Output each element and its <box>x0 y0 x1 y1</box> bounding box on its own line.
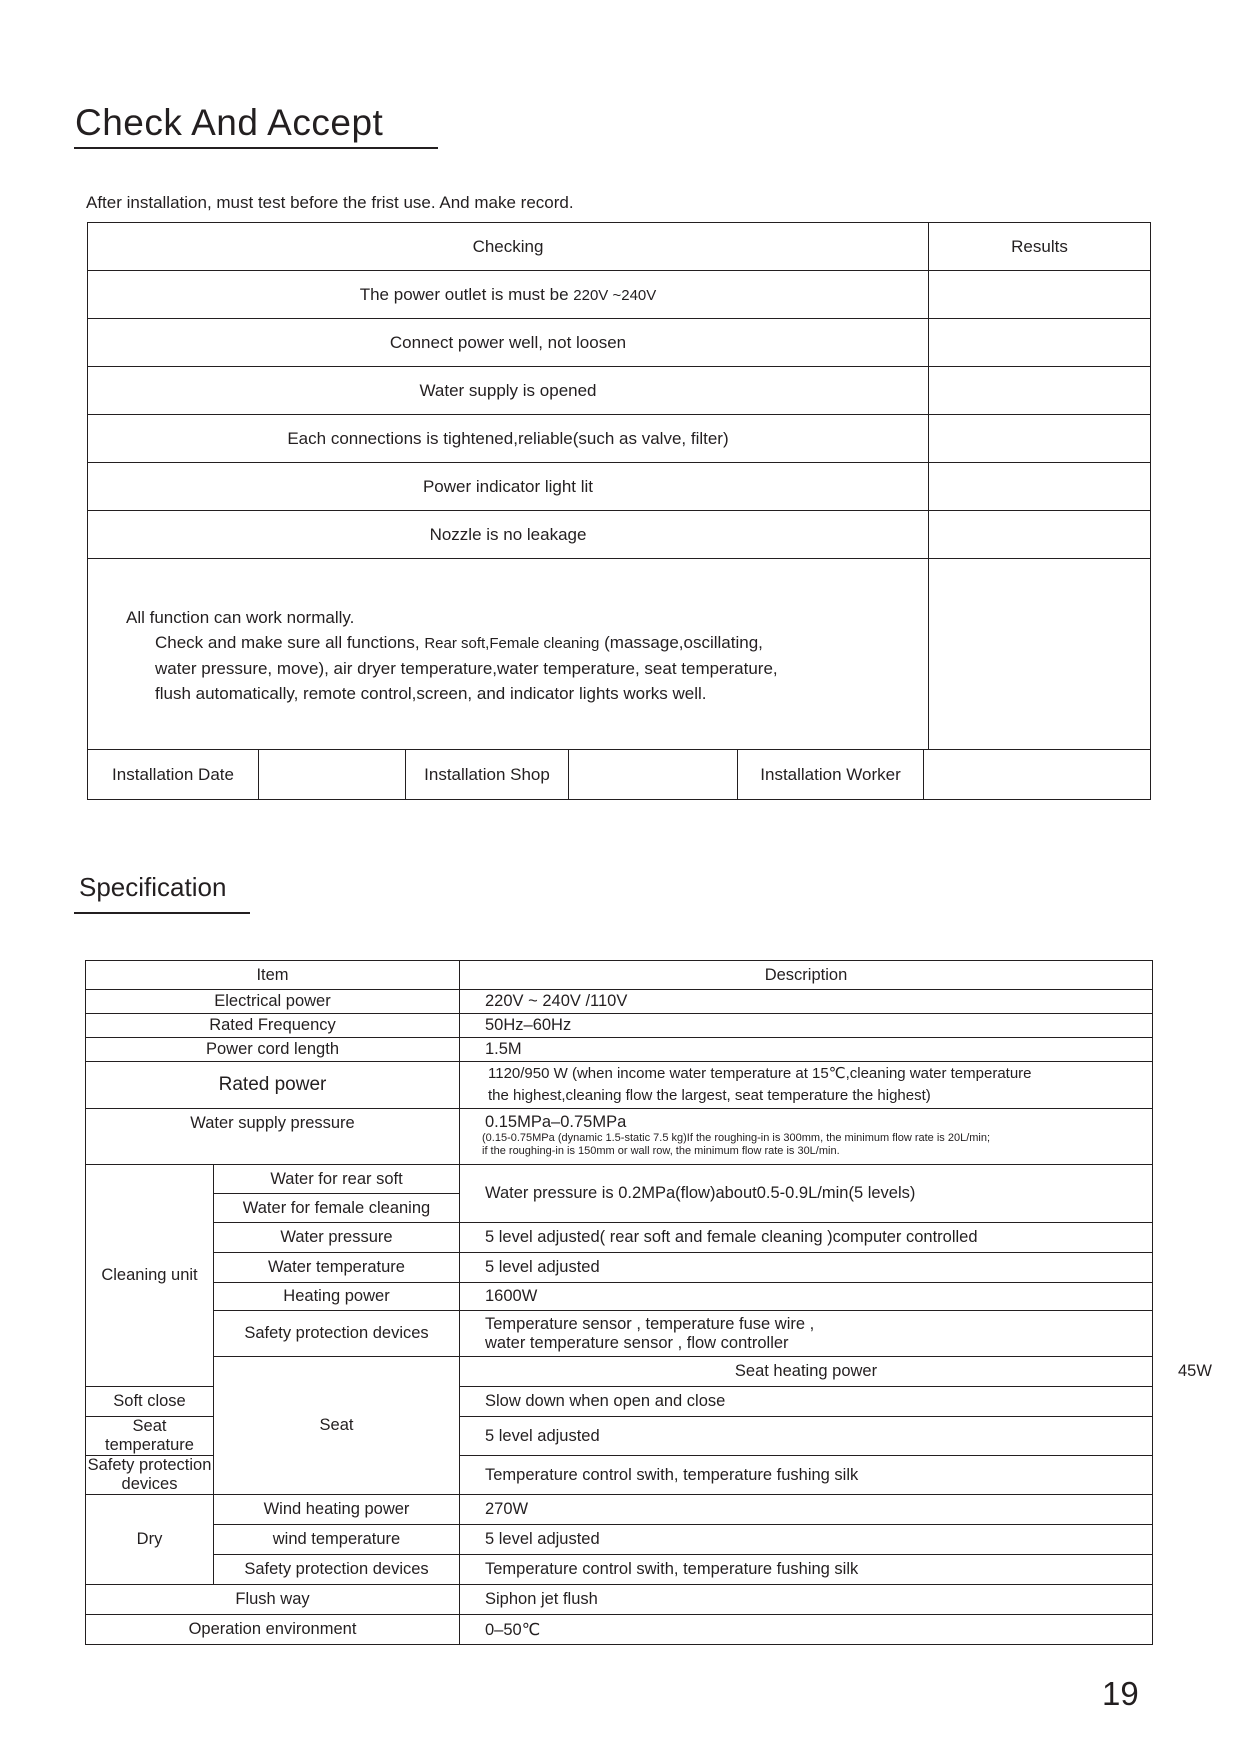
installation-date-field[interactable] <box>259 750 406 800</box>
installation-shop-label: Installation Shop <box>406 750 569 800</box>
spec-row: Rated Frequency 50Hz–60Hz <box>86 1014 1153 1038</box>
check-row <box>88 319 1151 367</box>
seat-group: Seat <box>214 1357 460 1495</box>
title-underline <box>74 147 438 149</box>
voltage-range: 220V ~240V <box>573 286 657 304</box>
result-cell[interactable] <box>929 319 1151 367</box>
spec-row: Safety protection devices Temperature control swith, temperature fushing silk <box>86 1555 1153 1585</box>
page-title: Check And Accept <box>75 102 384 143</box>
check-row <box>88 271 1151 319</box>
spec-row: Water for female cleaning <box>86 1194 1153 1223</box>
check-table-header <box>88 223 1151 271</box>
check-item: Nozzle is no leakage <box>88 511 929 559</box>
description-header: Description <box>460 961 1153 990</box>
installation-worker-label: Installation Worker <box>738 750 924 800</box>
installation-record-table <box>87 749 1151 800</box>
check-row-all-functions <box>88 559 1151 750</box>
result-cell[interactable] <box>929 463 1151 511</box>
check-item: Water supply is opened <box>88 367 929 415</box>
spec-row: Water pressure 5 level adjusted( rear soft and female cleaning )computer controlled <box>86 1223 1153 1253</box>
spec-header-row <box>86 961 1153 990</box>
spec-row: Water supply pressure 0.15MPa–0.75MPa (0.15-0.75MPa (dynamic 1.5-static 7.5 kg)If the roughing-in is 300mm, the minimum flow rate is 20L/min; if the roughing-in is 150mm or wall row, the minimum flow rate is 30L/min. <box>86 1109 1153 1165</box>
check-item: Power indicator light lit <box>88 463 929 511</box>
page-number: 19 <box>1102 1675 1139 1712</box>
spec-row: Heating power 1600W <box>86 1283 1153 1311</box>
dry-group: Dry <box>86 1495 214 1585</box>
spec-row: Operation environment 0–50℃ <box>86 1615 1153 1645</box>
specification-title: Specification <box>79 872 227 902</box>
checking-header: Checking <box>88 223 929 271</box>
spec-row: Rated power 1120/950 W (when income water temperature at 15℃,cleaning water temperature the highest,cleaning flow the largest, seat temperature the highest) <box>86 1062 1153 1109</box>
spec-row: Safety protection devices Temperature control swith, temperature fushing silk <box>86 1456 1153 1495</box>
check-item: The power outlet is must be 220V ~240V <box>88 271 929 319</box>
result-cell[interactable] <box>929 559 1151 750</box>
check-table <box>87 222 1151 750</box>
spec-row: Soft close Slow down when open and close <box>86 1387 1153 1417</box>
installation-worker-field[interactable] <box>924 750 1151 800</box>
spec-row: wind temperature 5 level adjusted <box>86 1525 1153 1555</box>
check-item: Connect power well, not loosen <box>88 319 929 367</box>
installation-row <box>88 750 1151 800</box>
check-item: Each connections is tightened,reliable(such as valve, filter) <box>88 415 929 463</box>
spec-row: Seat temperature 5 level adjusted <box>86 1417 1153 1456</box>
spec-row: Seat Seat heating power 45W <box>86 1357 1153 1387</box>
spec-row: Dry Wind heating power 270W <box>86 1495 1153 1525</box>
spec-row: Water temperature 5 level adjusted <box>86 1253 1153 1283</box>
item-header: Item <box>86 961 460 990</box>
spec-row: Flush way Siphon jet flush <box>86 1585 1153 1615</box>
specification-table <box>85 960 1212 1645</box>
result-cell[interactable] <box>929 511 1151 559</box>
cleaning-unit-group: Cleaning unit <box>86 1165 214 1387</box>
results-header: Results <box>929 223 1151 271</box>
result-cell[interactable] <box>929 367 1151 415</box>
result-cell[interactable] <box>929 415 1151 463</box>
result-cell[interactable] <box>929 271 1151 319</box>
installation-date-label: Installation Date <box>88 750 259 800</box>
spec-row: Safety protection devices Temperature sensor , temperature fuse wire , water temperature sensor , flow controller <box>86 1311 1153 1357</box>
spec-row: Cleaning unit Water for rear soft Water pressure is 0.2MPa(flow)about0.5-0.9L/min(5 levels) <box>86 1165 1153 1194</box>
intro-text: After installation, must test before the frist use. And make record. <box>86 193 574 212</box>
spec-row: Power cord length 1.5M <box>86 1038 1153 1062</box>
installation-shop-field[interactable] <box>569 750 738 800</box>
specification-underline <box>74 912 250 914</box>
all-functions-cell: All function can work normally. Check and make sure all functions, Rear soft,Female cleaning (massage,oscillating, water pressure, move), air dryer temperature,water temperature, seat temperature, flush automatically, remote control,screen, and indicator lights works well. <box>88 559 929 750</box>
check-row <box>88 463 1151 511</box>
spec-row: Electrical power 220V ~ 240V /110V <box>86 990 1153 1014</box>
all-functions-heading: All function can work normally. <box>126 608 355 627</box>
check-row <box>88 511 1151 559</box>
check-row <box>88 415 1151 463</box>
check-row <box>88 367 1151 415</box>
